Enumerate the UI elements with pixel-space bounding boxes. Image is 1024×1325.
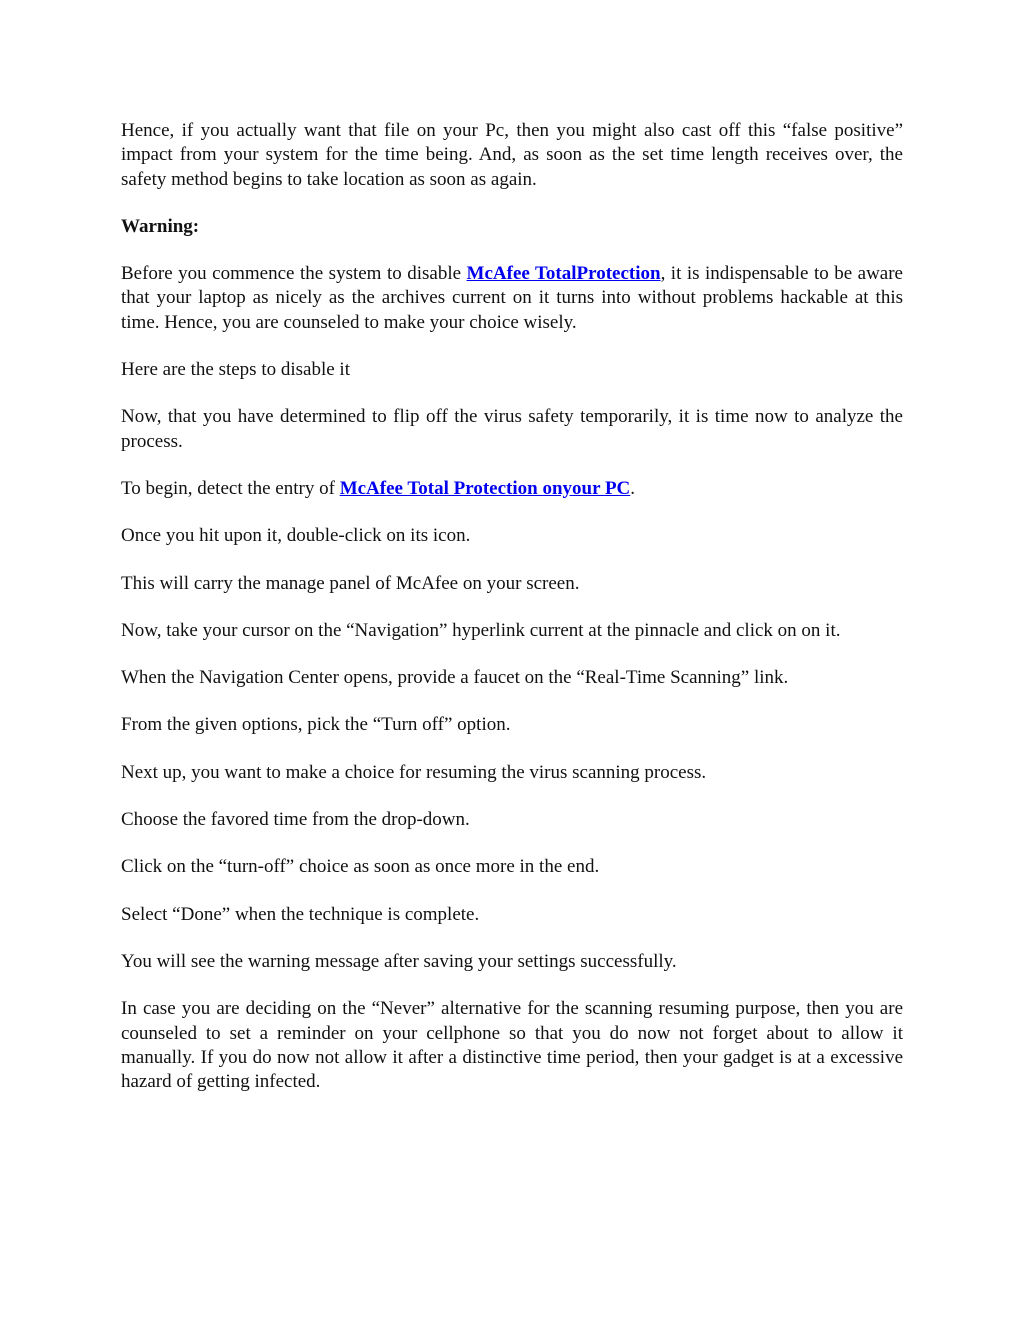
- paragraph-select-done: Select “Done” when the technique is complete.: [121, 903, 480, 925]
- paragraph-text: , it is indispensable to be aware that your laptop as nicely as the archives current on it turns into without problems hackable at this time. Hence, you are counseled to make your choice wisely.: [121, 263, 903, 333]
- warning-heading: Warning:: [121, 215, 200, 237]
- paragraph-warning-message: You will see the warning message after saving your settings successfully.: [121, 950, 677, 972]
- paragraph-navigation-link: Now, take your cursor on the “Navigation” hyperlink current at the pinnacle and click on on it.: [121, 619, 841, 641]
- paragraph-resume-choice: Next up, you want to make a choice for resuming the virus scanning process.: [121, 761, 707, 783]
- paragraph-detect-entry: [121, 477, 903, 501]
- document-page: [121, 119, 903, 1117]
- paragraph-steps-intro: Here are the steps to disable it: [121, 359, 350, 381]
- mcafee-total-protection-pc-link[interactable]: McAfee Total Protection onyour PC: [339, 477, 631, 499]
- paragraph-false-positive: Hence, if you actually want that file on your Pc, then you might also cast off this “false positive” impact from your system for the time being. And, as soon as the set time length receives over, the safety method begins to take location as soon as again.: [121, 120, 903, 190]
- paragraph-double-click: Once you hit upon it, double-click on its icon.: [121, 525, 471, 547]
- paragraph-process-intro: Now, that you have determined to flip off the virus safety temporarily, it is time now to analyze the process.: [121, 406, 903, 452]
- paragraph-turn-off-option: From the given options, pick the “Turn off” option.: [121, 714, 511, 736]
- paragraph-warning-body: [121, 262, 903, 335]
- paragraph-click-turn-off: Click on the “turn-off” choice as soon as once more in the end.: [121, 856, 600, 878]
- paragraph-text: To begin, detect the entry of: [121, 477, 340, 499]
- paragraph-never-option: In case you are deciding on the “Never” alternative for the scanning resuming purpose, then you are counseled to set a reminder on your cellphone so that you do now not forget about to allow it manually. If you do now not allow it after a distinctive time period, then your gadget is at a excessive hazard of getting infected.: [121, 998, 903, 1093]
- mcafee-totalprotection-link[interactable]: McAfee TotalProtection: [466, 263, 661, 285]
- paragraph-real-time-scanning: When the Navigation Center opens, provide a faucet on the “Real-Time Scanning” link.: [121, 667, 789, 689]
- paragraph-text: Before you commence the system to disable: [121, 263, 467, 285]
- paragraph-choose-time: Choose the favored time from the drop-down.: [121, 809, 470, 831]
- paragraph-text: .: [630, 477, 636, 499]
- paragraph-manage-panel: This will carry the manage panel of McAfee on your screen.: [121, 572, 580, 594]
